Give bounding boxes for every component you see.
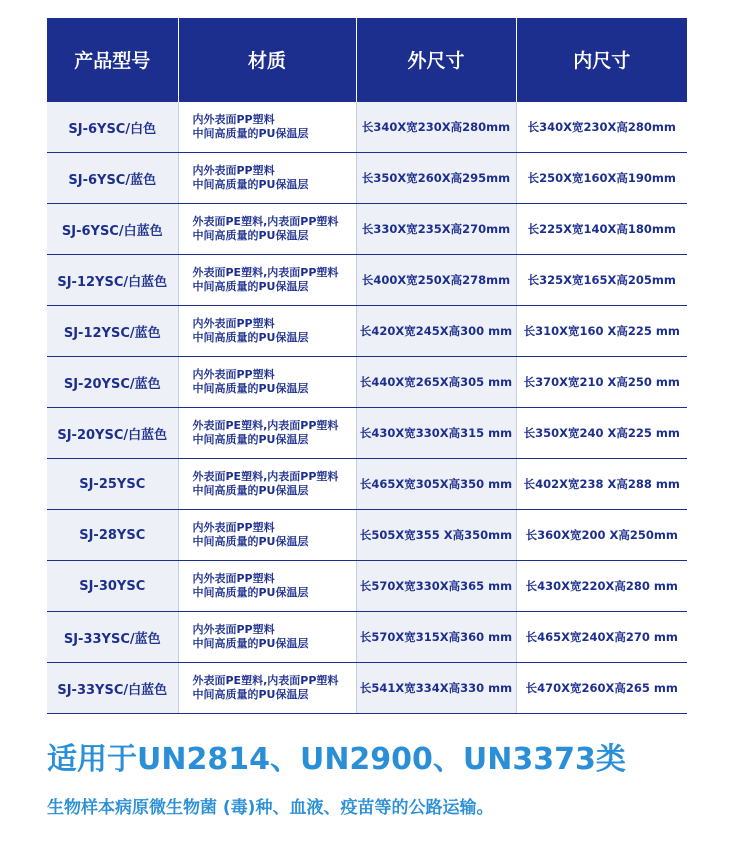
material-line: 中间高质量的PU保温层	[192, 127, 309, 140]
material-line: 中间高质量的PU保温层	[192, 280, 309, 293]
cell-material	[178, 510, 356, 561]
table-row	[47, 561, 687, 612]
cell-model: SJ-20YSC/白蓝色	[47, 408, 178, 459]
table-row	[47, 204, 687, 255]
cell-outer-size: 长570X宽330X高365 mm	[356, 561, 516, 612]
cell-model: SJ-6YSC/白色	[47, 102, 178, 153]
header-material: 材质	[178, 18, 356, 102]
cell-material	[178, 357, 356, 408]
material-line: 中间高质量的PU保温层	[192, 484, 309, 497]
material-line: 外表面PE塑料,内表面PP塑料	[192, 470, 339, 483]
table-body	[47, 102, 687, 714]
cell-material	[178, 408, 356, 459]
cell-material	[178, 204, 356, 255]
material-line: 中间高质量的PU保温层	[192, 382, 309, 395]
material-line: 内外表面PP塑料	[192, 164, 275, 177]
cell-inner-size: 长250X宽160X高190mm	[516, 153, 687, 204]
cell-model: SJ-6YSC/白蓝色	[47, 204, 178, 255]
header-inner-size: 内尺寸	[516, 18, 687, 102]
cell-outer-size: 长350X宽260X高295mm	[356, 153, 516, 204]
material-line: 外表面PE塑料,内表面PP塑料	[192, 419, 339, 432]
header-outer-size: 外尺寸	[356, 18, 516, 102]
cell-outer-size: 长340X宽230X高280mm	[356, 102, 516, 153]
material-line: 内外表面PP塑料	[192, 317, 275, 330]
material-line: 中间高质量的PU保温层	[192, 331, 309, 344]
cell-model: SJ-6YSC/蓝色	[47, 153, 178, 204]
cell-inner-size: 长470X宽260X高265 mm	[516, 663, 687, 714]
table-header	[47, 18, 687, 102]
cell-inner-size: 长430X宽220X高280 mm	[516, 561, 687, 612]
table-row	[47, 459, 687, 510]
cell-material	[178, 255, 356, 306]
usage-title: 适用于UN2814、UN2900、UN3373类	[47, 742, 626, 777]
material-line: 中间高质量的PU保温层	[192, 229, 309, 242]
table-row	[47, 408, 687, 459]
cell-model: SJ-30YSC	[47, 561, 178, 612]
cell-model: SJ-33YSC/蓝色	[47, 612, 178, 663]
cell-inner-size: 长225X宽140X高180mm	[516, 204, 687, 255]
cell-material	[178, 459, 356, 510]
material-line: 中间高质量的PU保温层	[192, 586, 309, 599]
cell-inner-size: 长465X宽240X高270 mm	[516, 612, 687, 663]
cell-material	[178, 612, 356, 663]
spec-table	[47, 18, 687, 714]
cell-model: SJ-12YSC/蓝色	[47, 306, 178, 357]
cell-model: SJ-28YSC	[47, 510, 178, 561]
material-line: 外表面PE塑料,内表面PP塑料	[192, 674, 339, 687]
header-model: 产品型号	[47, 18, 178, 102]
cell-inner-size: 长370X宽210 X高250 mm	[516, 357, 687, 408]
cell-inner-size: 长340X宽230X高280mm	[516, 102, 687, 153]
cell-outer-size: 长330X宽235X高270mm	[356, 204, 516, 255]
cell-model: SJ-12YSC/白蓝色	[47, 255, 178, 306]
cell-outer-size: 长430X宽330X高315 mm	[356, 408, 516, 459]
cell-material	[178, 102, 356, 153]
cell-model: SJ-20YSC/蓝色	[47, 357, 178, 408]
cell-material	[178, 663, 356, 714]
material-line: 中间高质量的PU保温层	[192, 637, 309, 650]
material-line: 内外表面PP塑料	[192, 572, 275, 585]
material-line: 中间高质量的PU保温层	[192, 688, 309, 701]
table-row	[47, 357, 687, 408]
table-row	[47, 663, 687, 714]
table-row	[47, 612, 687, 663]
cell-outer-size: 长570X宽315X高360 mm	[356, 612, 516, 663]
cell-inner-size: 长325X宽165X高205mm	[516, 255, 687, 306]
material-line: 内外表面PP塑料	[192, 521, 275, 534]
cell-outer-size: 长541X宽334X高330 mm	[356, 663, 516, 714]
table-row	[47, 153, 687, 204]
table-row	[47, 102, 687, 153]
material-line: 外表面PE塑料,内表面PP塑料	[192, 266, 339, 279]
header-row	[47, 18, 687, 102]
cell-inner-size: 长310X宽160 X高225 mm	[516, 306, 687, 357]
cell-material	[178, 306, 356, 357]
cell-material	[178, 153, 356, 204]
material-line: 中间高质量的PU保温层	[192, 433, 309, 446]
material-line: 外表面PE塑料,内表面PP塑料	[192, 215, 339, 228]
material-line: 中间高质量的PU保温层	[192, 178, 309, 191]
cell-outer-size: 长420X宽245X高300 mm	[356, 306, 516, 357]
material-line: 内外表面PP塑料	[192, 113, 275, 126]
cell-outer-size: 长440X宽265X高305 mm	[356, 357, 516, 408]
material-line: 内外表面PP塑料	[192, 368, 275, 381]
material-line: 中间高质量的PU保温层	[192, 535, 309, 548]
cell-material	[178, 561, 356, 612]
table-row	[47, 306, 687, 357]
table-row	[47, 510, 687, 561]
cell-outer-size: 长400X宽250X高278mm	[356, 255, 516, 306]
cell-outer-size: 长505X宽355 X高350mm	[356, 510, 516, 561]
table-row	[47, 255, 687, 306]
cell-inner-size: 长360X宽200 X高250mm	[516, 510, 687, 561]
cell-inner-size: 长402X宽238 X高288 mm	[516, 459, 687, 510]
cell-outer-size: 长465X宽305X高350 mm	[356, 459, 516, 510]
cell-inner-size: 长350X宽240 X高225 mm	[516, 408, 687, 459]
usage-subtitle: 生物样本病原微生物菌 (毒)种、血液、疫苗等的公路运输。	[47, 798, 494, 818]
cell-model: SJ-33YSC/白蓝色	[47, 663, 178, 714]
material-line: 内外表面PP塑料	[192, 623, 275, 636]
cell-model: SJ-25YSC	[47, 459, 178, 510]
